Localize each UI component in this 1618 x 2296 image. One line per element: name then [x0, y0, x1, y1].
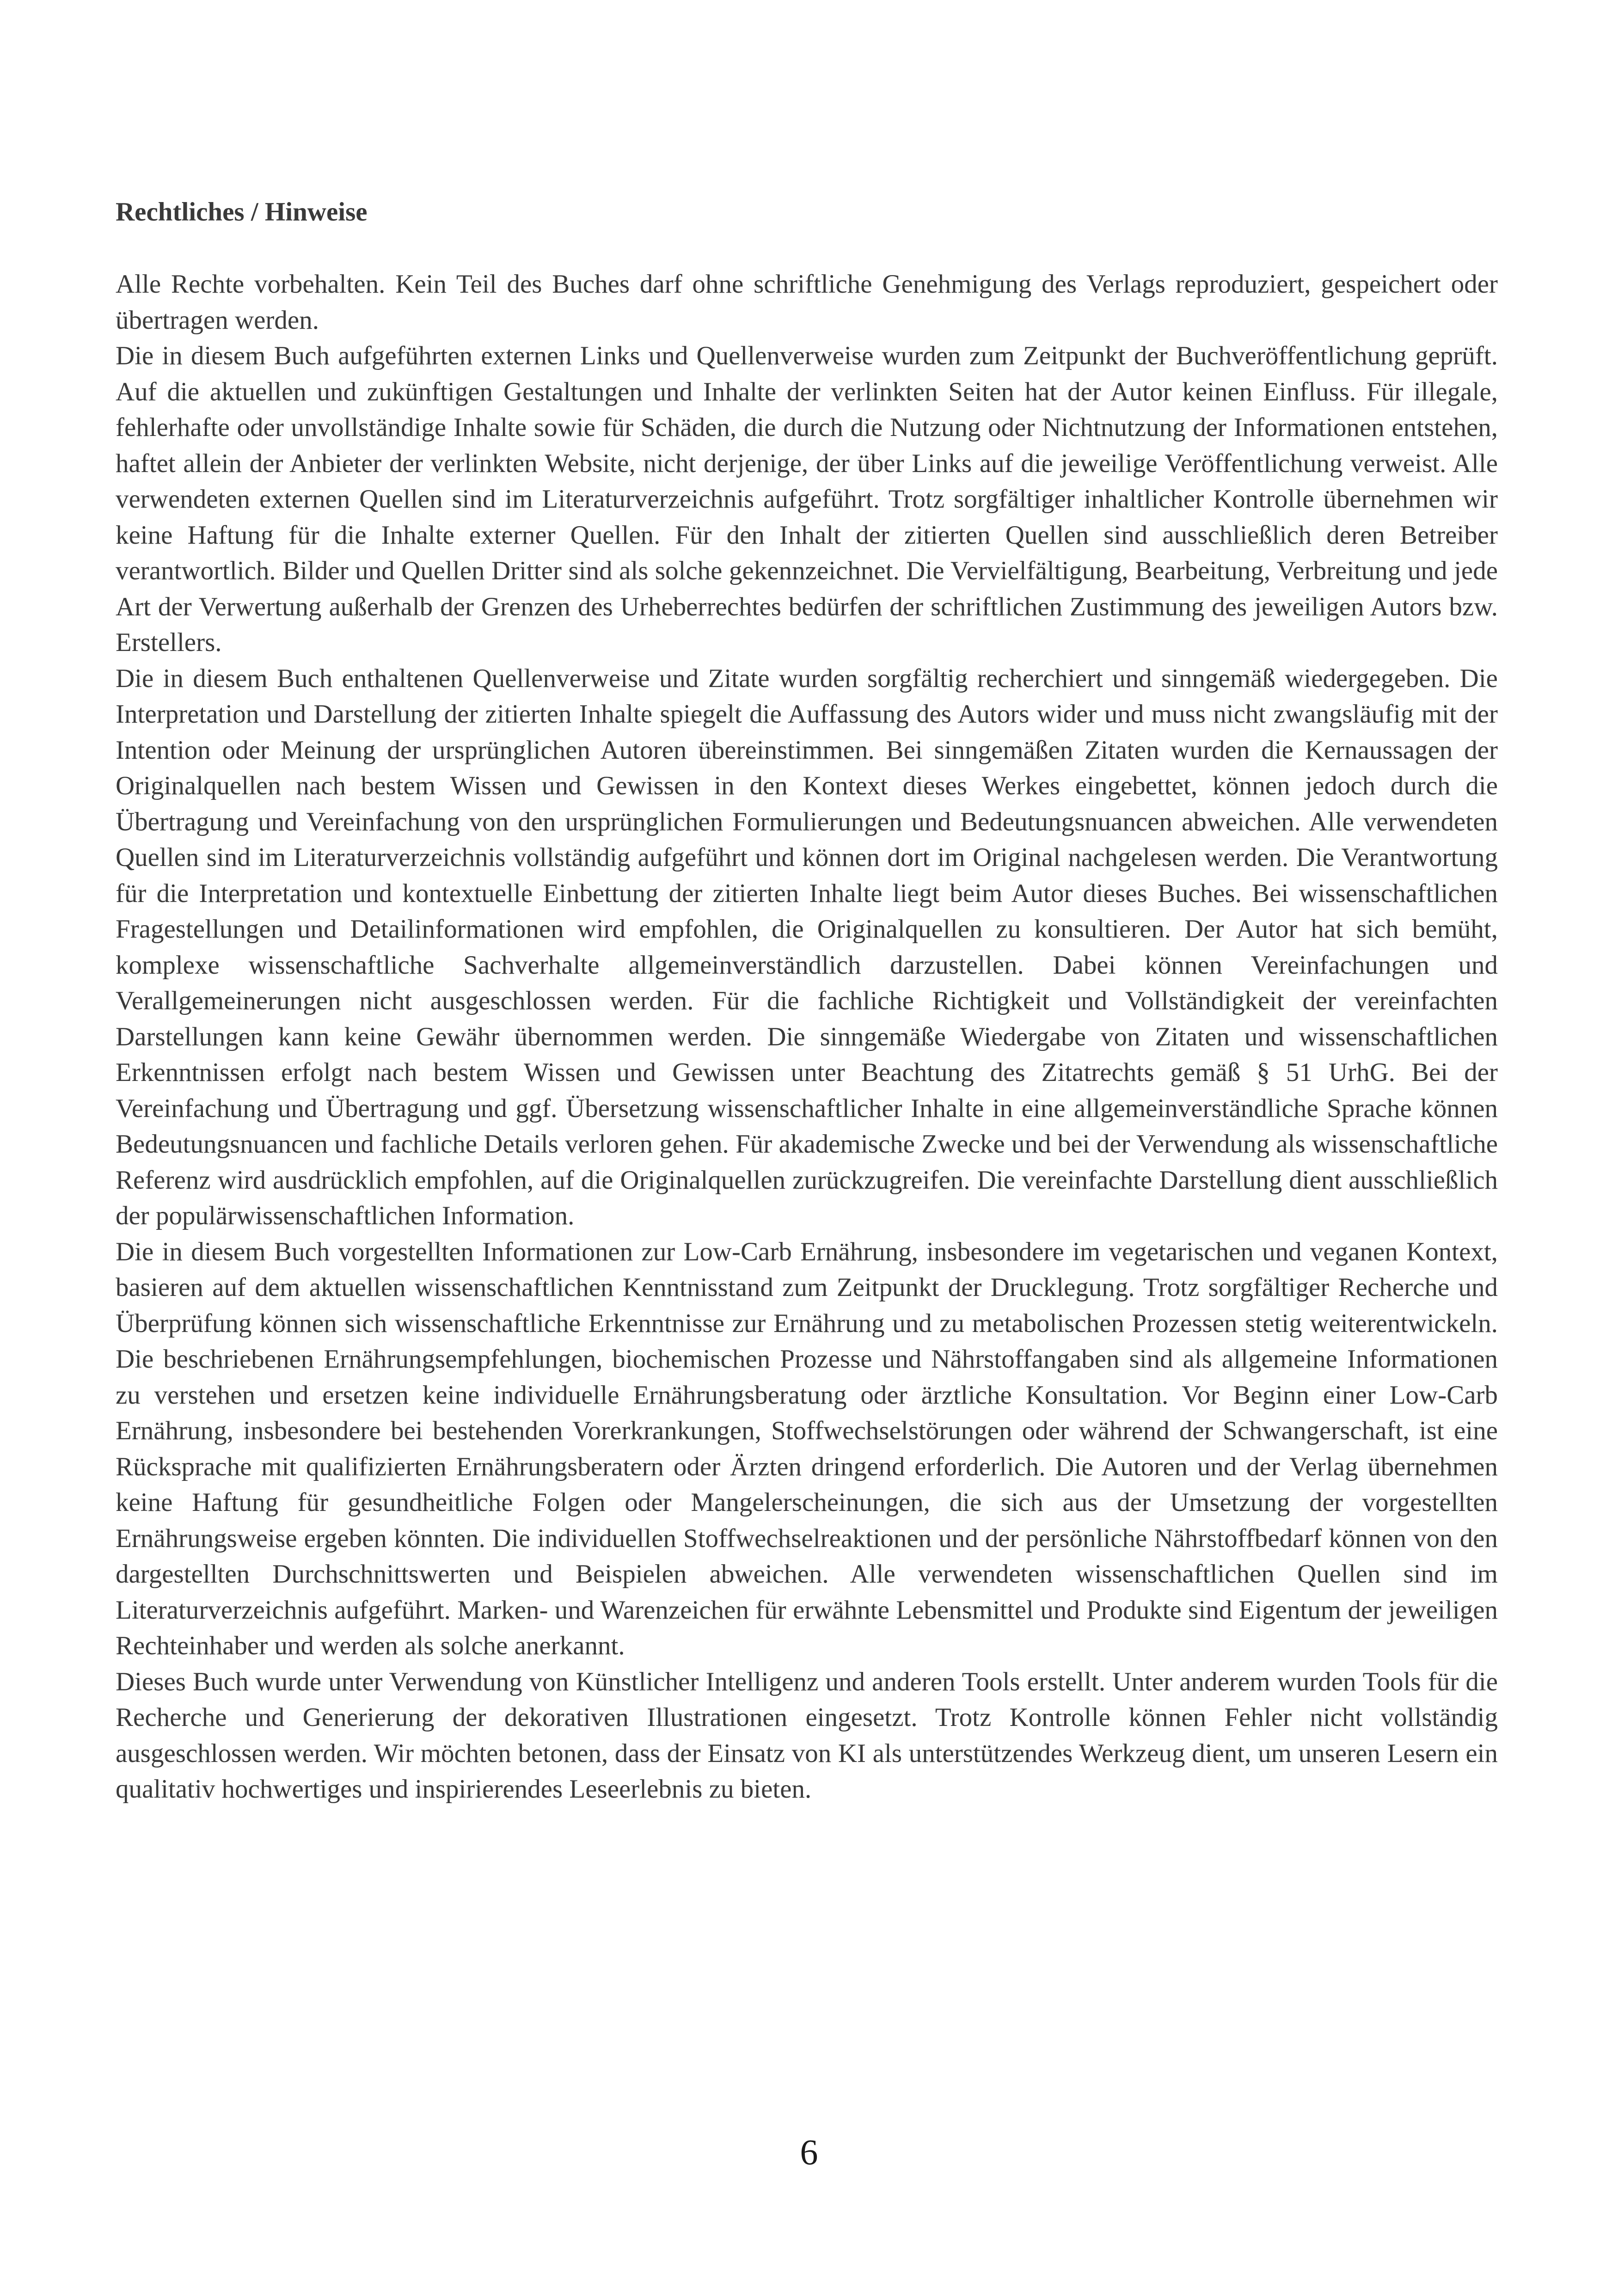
paragraph-citations: Die in diesem Buch enthaltenen Quellenverweise und Zitate wurden sorgfältig recherchiert und sinngemäß wiedergegeben. Die Interpretation und Darstellung der zitierten Inhalte spiegelt die Auffassung des Autors wider und muss nicht zwangsläufig mit der Intention oder Meinung der ursprünglichen Autoren übereinstimmen. Bei sinngemäßen Zitaten wurden die Kernaussagen der Originalquellen nach bestem Wissen und Gewissen in den Kontext dieses Werkes eingebettet, können jedoch durch die Übertragung und Vereinfachung von den ursprünglichen Formulierungen und Bedeutungsnuancen abweichen. Alle verwendeten Quellen sind im Literaturverzeichnis vollständig aufgeführt und können dort im Original nachgelesen werden. Die Verantwortung für die Interpretation und kontextuelle Einbettung der zitierten Inhalte liegt beim Autor dieses Buches. Bei wissenschaftlichen Fragestellungen und Detailinformationen wird empfohlen, die Originalquellen zu konsultieren. Der Autor hat sich bemüht, komplexe wissenschaftliche Sachverhalte allgemeinverständlich darzustellen. Dabei können Vereinfachungen und Verallgemeinerungen nicht ausgeschlossen werden. Für die fachliche Richtigkeit und Vollständigkeit der vereinfachten Darstellungen kann keine Gewähr übernommen werden. Die sinngemäße Wiedergabe von Zitaten und wissenschaftlichen Erkenntnissen erfolgt nach bestem Wissen und Gewissen unter Beachtung des Zitatrechts gemäß § 51 UrhG. Bei der Vereinfachung und Übertragung und ggf. Übersetzung wissenschaftlicher Inhalte in eine allgemeinverständliche Sprache können Bedeutungsnuancen und fachliche Details verloren gehen. Für akademische Zwecke und bei der Verwendung als wissenschaftliche Referenz wird ausdrücklich empfohlen, auf die Originalquellen zurückzugreifen. Die vereinfachte Darstellung dient ausschließlich der populärwissenschaftlichen Information. [116, 663, 1498, 1230]
paragraph-external-links: Die in diesem Buch aufgeführten externen Links und Quellenverweise wurden zum Zeitpunkt der Buchveröffentlichung geprüft. Auf die aktuellen und zukünftigen Gestaltungen und Inhalte der verlinkten Seiten hat der Autor keinen Einfluss. Für illegale, fehlerhafte oder unvollständige Inhalte sowie für Schäden, die durch die Nutzung oder Nichtnutzung der Informationen entstehen, haftet allein der Anbieter der verlinkten Website, nicht derjenige, der über Links auf die jeweilige Veröffentlichung verweist. Alle verwendeten externen Quellen sind im Literaturverzeichnis aufgeführt. Trotz sorgfältiger inhaltlicher Kontrolle übernehmen wir keine Haftung für die Inhalte externer Quellen. Für den Inhalt der zitierten Quellen sind ausschließlich deren Betreiber verantwortlich. Bilder und Quellen Dritter sind als solche gekennzeichnet. Die Vervielfältigung, Bearbeitung, Verbreitung und jede Art der Verwertung außerhalb der Grenzen des Urheberrechtes bedürfen der schriftlichen Zustimmung des jeweiligen Autors bzw. Erstellers. [116, 341, 1498, 657]
page-number: 6 [800, 2132, 818, 2172]
paragraph-nutrition-disclaimer: Die in diesem Buch vorgestellten Informationen zur Low-Carb Ernährung, insbesondere im vegetarischen und veganen Kontext, basieren auf dem aktuellen wissenschaftlichen Kenntnisstand zum Zeitpunkt der Drucklegung. Trotz sorgfältiger Recherche und Überprüfung können sich wissenschaftliche Erkenntnisse zur Ernährung und zu metabolischen Prozessen stetig weiterentwickeln. Die beschriebenen Ernährungsempfehlungen, biochemischen Prozesse und Nährstoffangaben sind als allgemeine Informationen zu verstehen und ersetzen keine individuelle Ernährungsberatung oder ärztliche Konsultation. Vor Beginn einer Low-Carb Ernährung, insbesondere bei bestehenden Vorerkrankungen, Stoffwechselstörungen oder während der Schwangerschaft, ist eine Rücksprache mit qualifizierten Ernährungsberatern oder Ärzten dringend erforderlich. Die Autoren und der Verlag übernehmen keine Haftung für gesundheitliche Folgen oder Mangelerscheinungen, die sich aus der Umsetzung der vorgestellten Ernährungsweise ergeben könnten. Die individuellen Stoffwechselreaktionen und der persönliche Nährstoffbedarf können von den dargestellten Durchschnittswerten und Beispielen abweichen. Alle verwendeten wissenschaftlichen Quellen sind im Literaturverzeichnis aufgeführt. Marken- und Warenzeichen für erwähnte Lebensmittel und Produkte sind Eigentum der jeweiligen Rechteinhaber und werden als solche anerkannt. [116, 1237, 1498, 1660]
page-content [116, 194, 1498, 1807]
paragraph-copyright: Alle Rechte vorbehalten. Kein Teil des Buches darf ohne schriftliche Genehmigung des Verlags reproduziert, gespeichert oder übertragen werden. [116, 270, 1498, 335]
section-heading: Rechtliches / Hinweise [116, 197, 368, 227]
paragraph-ai-notice: Dieses Buch wurde unter Verwendung von Künstlicher Intelligenz und anderen Tools erstellt. Unter anderem wurden Tools für die Recherche und Generierung der dekorativen Illustrationen eingesetzt. Trotz Kontrolle können Fehler nicht vollständig ausgeschlossen werden. Wir möchten betonen, dass der Einsatz von KI als unterstützendes Werkzeug dient, um unseren Lesern ein qualitativ hochwertiges und inspirierendes Leseerlebnis zu bieten. [116, 1667, 1498, 1804]
